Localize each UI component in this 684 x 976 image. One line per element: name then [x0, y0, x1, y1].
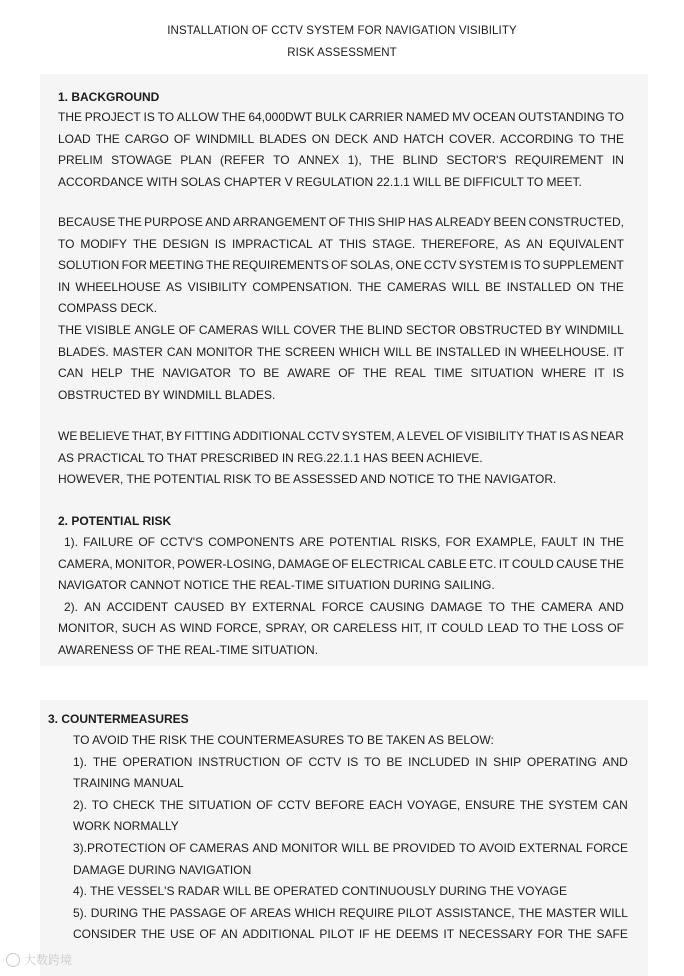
section-heading-background: 1. BACKGROUND	[58, 90, 160, 104]
paragraph-line: THE VISIBLE ANGLE OF CAMERAS WILL COVER THE BLIND SECTOR OBSTRUCTED BY WINDMILL	[58, 323, 624, 337]
document-subtitle: RISK ASSESSMENT	[287, 47, 397, 59]
list-line: 1). THE OPERATION INSTRUCTION OF CCTV IS TO BE INCLUDED IN SHIP OPERATING AND	[73, 755, 628, 769]
paragraph-line: OBSTRUCTED BY WINDMILL BLADES.	[58, 388, 276, 402]
list-line: 3).PROTECTION OF CAMERAS AND MONITOR WILL BE PROVIDED TO AVOID EXTERNAL FORCE	[73, 841, 628, 855]
watermark-text: 大数跨境	[24, 953, 73, 967]
paragraph-line: SOLUTION FOR MEETING THE REQUIREMENTS OF SOLAS, ONE CCTV SYSTEM IS TO SUPPLEMENT	[58, 258, 624, 272]
list-line: 2). TO CHECK THE SITUATION OF CCTV BEFORE EACH VOYAGE, ENSURE THE SYSTEM CAN	[73, 798, 628, 812]
paragraph-line: CAMERA, MONITOR, POWER-LOSING, DAMAGE OF ELECTRICAL CABLE ETC. IT COULD CAUSE THE	[58, 557, 624, 571]
paragraph-line: MONITOR, SUCH AS WIND FORCE, SPRAY, OR CARELESS HIT, IT COULD LEAD TO THE LOSS OF	[58, 621, 624, 635]
paragraph-line: HOWEVER, THE POTENTIAL RISK TO BE ASSESSED AND NOTICE TO THE NAVIGATOR.	[58, 472, 557, 486]
paragraph-line: 1). FAILURE OF CCTV'S COMPONENTS ARE POTENTIAL RISKS, FOR EXAMPLE, FAULT IN THE	[64, 535, 624, 549]
paragraph-line: LOAD THE CARGO OF WINDMILL BLADES ON DECK AND HATCH COVER. ACCORDING TO THE	[58, 132, 624, 146]
section-heading-countermeasures: 3. COUNTERMEASURES	[48, 712, 189, 726]
paragraph-line: THE PROJECT IS TO ALLOW THE 64,000DWT BULK CARRIER NAMED MV OCEAN OUTSTANDING TO	[58, 110, 624, 124]
paragraph-line: 2). AN ACCIDENT CAUSED BY EXTERNAL FORCE CAUSING DAMAGE TO THE CAMERA AND	[64, 600, 624, 614]
section-heading-potential-risk: 2. POTENTIAL RISK	[58, 514, 172, 528]
list-line: TRAINING MANUAL	[73, 776, 184, 790]
list-line: 4). THE VESSEL'S RADAR WILL BE OPERATED CONTINUOUSLY DURING THE VOYAGE	[73, 884, 567, 898]
watermark	[6, 951, 72, 968]
document-title: INSTALLATION OF CCTV SYSTEM FOR NAVIGATION VISIBILITY	[167, 25, 517, 37]
paragraph-line: ACCORDANCE WITH SOLAS CHAPTER V REGULATION 22.1.1 WILL BE DIFFICULT TO MEET.	[58, 175, 582, 189]
list-line: CONSIDER THE USE OF AN ADDITIONAL PILOT IF HE DEEMS IT NECESSARY FOR THE SAFE	[73, 927, 628, 941]
paragraph-line: WE BELIEVE THAT, BY FITTING ADDITIONAL CCTV SYSTEM, A LEVEL OF VISIBILITY THAT IS AS NEAR	[58, 429, 624, 443]
paragraph-line: COMPASS DECK.	[58, 301, 158, 315]
list-line: TO AVOID THE RISK THE COUNTERMEASURES TO BE TAKEN AS BELOW:	[73, 733, 494, 747]
paragraph-line: AS PRACTICAL TO THAT PRESCRIBED IN REG.22.1.1 HAS BEEN ACHIEVE.	[58, 451, 483, 465]
watermark-logo-icon	[6, 953, 20, 967]
paragraph-line: AWARENESS OF THE REAL-TIME SITUATION.	[58, 643, 319, 657]
paragraph-line: IN WHEELHOUSE AS VISIBILITY COMPENSATION. THE CAMERAS WILL BE INSTALLED ON THE	[58, 280, 624, 294]
paragraph-line: TO MODIFY THE DESIGN IS IMPRACTICAL AT THIS STAGE. THEREFORE, AS AN EQUIVALENT	[58, 237, 624, 251]
list-line: DAMAGE DURING NAVIGATION	[73, 863, 252, 877]
paragraph-line: NAVIGATOR CANNOT NOTICE THE REAL-TIME SITUATION DURING SAILING.	[58, 578, 495, 592]
paragraph-line: BLADES. MASTER CAN MONITOR THE SCREEN WHICH WILL BE INSTALLED IN WHEELHOUSE. IT	[58, 345, 624, 359]
paragraph-line: BECAUSE THE PURPOSE AND ARRANGEMENT OF THIS SHIP HAS ALREADY BEEN CONSTRUCTED,	[58, 215, 624, 229]
paragraph-line: PRELIM STOWAGE PLAN (REFER TO ANNEX 1), THE BLIND SECTOR'S REQUIREMENT IN	[58, 153, 624, 167]
list-line: WORK NORMALLY	[73, 819, 179, 833]
list-line: 5). DURING THE PASSAGE OF AREAS WHICH REQUIRE PILOT ASSISTANCE, THE MASTER WILL	[73, 906, 628, 920]
paragraph-line: CAN HELP THE NAVIGATOR TO BE AWARE OF THE REAL TIME SITUATION WHERE IT IS	[58, 366, 624, 380]
